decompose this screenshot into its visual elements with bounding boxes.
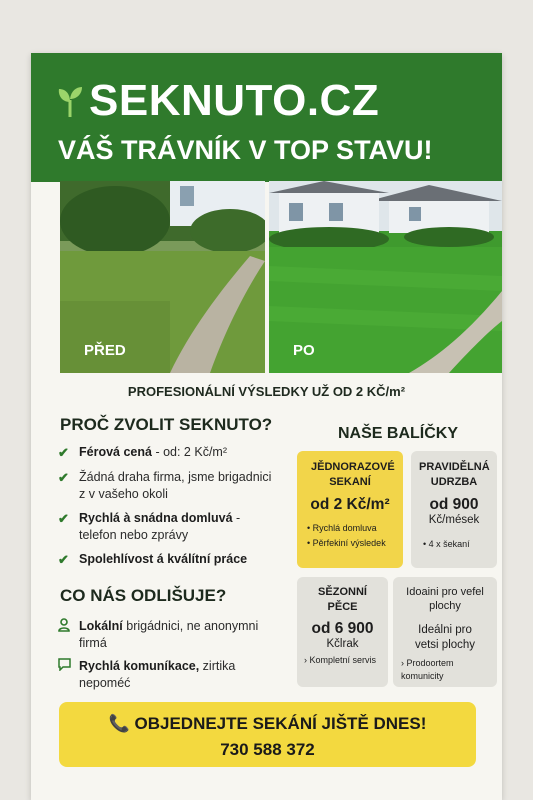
flyer <box>31 53 502 800</box>
brand-name: SEKNUTO.CZ <box>89 76 380 125</box>
reason-item: ✔ Spolehlívost á kválítní práce <box>58 552 248 567</box>
subtitle: PROFESIONÁLNÍ VÝSLEDKY UŽ OD 2 KČ/m² <box>127 384 406 399</box>
after-photo <box>269 181 502 373</box>
package-name: SĚZONNÍ PĚCE <box>318 586 367 613</box>
phone-icon: 📞 <box>108 714 130 733</box>
why-title: PROČ ZVOLIT SEKNUTO? <box>60 415 273 434</box>
diff-item: Lokální brigádnici, ne anonymni firmá <box>58 618 273 652</box>
check-icon: ✔ <box>58 470 69 485</box>
package-card-seasonal[interactable] <box>297 577 388 687</box>
package-unit: Kčlrak <box>326 638 359 650</box>
before-label: PŘED <box>84 342 126 359</box>
check-icon: ✔ <box>58 552 69 567</box>
reason-item: ✔ Rychlá à snádna domluvá - telefon nebo zprávy <box>58 511 241 542</box>
phone-number[interactable]: 730 588 372 <box>220 740 315 759</box>
before-photo <box>60 181 265 373</box>
package-point: › Kompletní servis <box>304 655 377 665</box>
package-line: Ideálni pro vetsi plochy <box>414 624 476 651</box>
package-card-one-time[interactable] <box>297 451 403 568</box>
sprout-icon <box>57 84 83 118</box>
package-unit: Kč/mések <box>428 514 480 526</box>
package-card-large-areas[interactable] <box>393 577 497 687</box>
before-after-photos <box>60 181 502 373</box>
header-banner <box>31 53 502 182</box>
package-card-regular[interactable] <box>411 451 497 568</box>
package-name: JĚDNORAZOVÉ SEKANÍ <box>311 461 395 488</box>
package-price: od 2 Kč/m² <box>310 496 390 513</box>
cta-text: 📞 OBJEDNEJTE SEKÁNÍ JIŠTĚ DNES! <box>108 714 427 733</box>
check-icon: ✔ <box>58 445 69 460</box>
person-icon <box>58 618 70 652</box>
package-price: od 900 <box>429 496 479 513</box>
cta-banner[interactable] <box>59 702 476 767</box>
diff-item: Rychlá komuníkace, zirtika nepoméć <box>58 658 273 692</box>
package-point: • Pěrfekiní výsledek <box>307 538 386 548</box>
package-price: od 6 900 <box>311 620 374 637</box>
check-icon: ✔ <box>58 511 69 526</box>
after-label: PO <box>293 342 315 359</box>
brand <box>57 76 380 125</box>
reason-item: ✔ Férová cená - od: 2 Kč/m² <box>58 445 227 460</box>
reason-item: ✔ Žádná draha firma, jsme brigadnici z v vašeho okoli <box>58 470 272 501</box>
packages-title: NAŠE BALÍČKY <box>337 425 458 442</box>
package-name: PRAVIDĚLNÁ UDRZBA <box>419 461 490 488</box>
package-point: • 4 x šekaní <box>423 539 470 549</box>
package-point: • Rychlá domluva <box>307 523 377 533</box>
chat-icon <box>58 658 70 692</box>
diff-title: CO NÁS ODLIŠUJE? <box>60 586 227 605</box>
package-point: › Prodoortem komunicity <box>401 658 454 681</box>
package-line: Idoaini pro vefel plochy <box>406 586 484 612</box>
tagline: VÁŠ TRÁVNÍK V TOP STAVU! <box>58 135 433 165</box>
